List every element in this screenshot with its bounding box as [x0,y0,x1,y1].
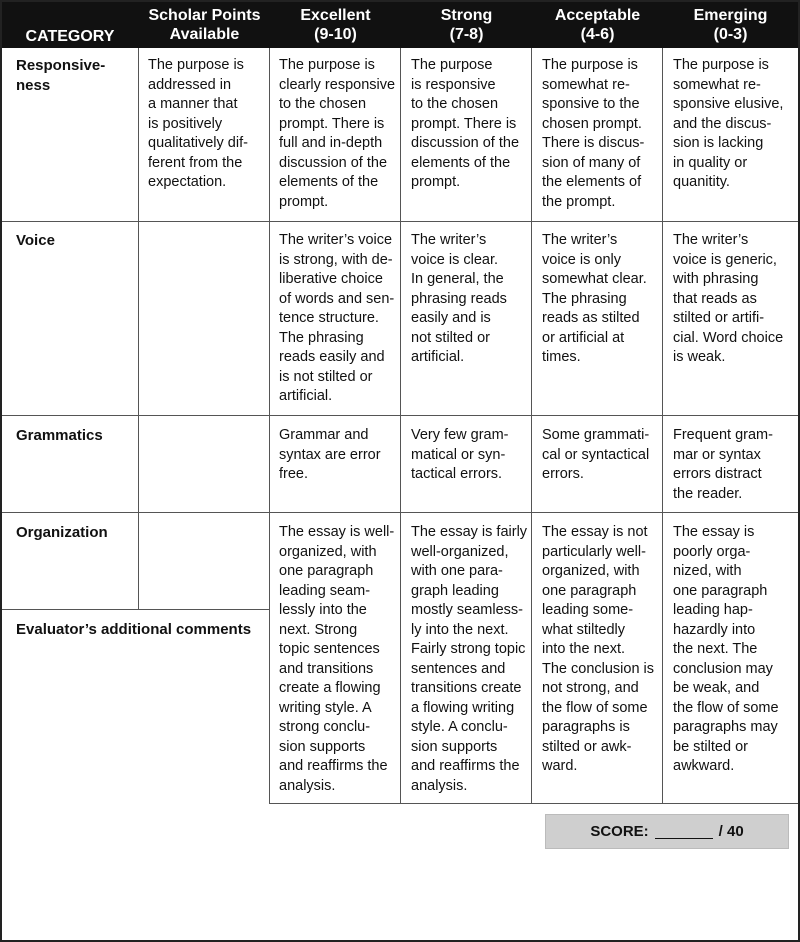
text-line: Frequent gram- [673,427,773,443]
text-line: ward. [542,758,578,774]
text-line: sentences and [411,660,506,677]
text-line: elements of the [279,174,379,190]
text-line: Grammatics [16,427,103,444]
text-line: and reaffirms the [411,758,520,774]
text-line: easily and is [411,310,491,326]
header-emerging-line1: Emerging [693,7,768,24]
text-line: paragraphs is [542,719,630,735]
text-line: voice is clear. [411,251,499,268]
text-line: style. A conclu- [411,719,508,735]
text-line: particularly well- [542,543,646,560]
text-line: artificial. [411,349,465,365]
text-line: transitions create [411,680,522,696]
text-line: Very few gram- [411,427,509,443]
text-line: The essay is [673,524,755,540]
text-line: leading hap- [673,602,753,618]
text-line: topic sentences [279,641,380,657]
text-line: is positively [148,115,223,132]
text-line: one paragraph [542,582,637,599]
text-line: expectation. [148,174,227,190]
text-line: the flow of some [673,699,779,716]
text-line: The phrasing [542,290,627,307]
text-line: reads as stilted [542,310,640,326]
text-line: cial. Word choice [673,329,784,346]
text-line: one paragraph [279,563,374,579]
header-category-label: CATEGORY [25,28,115,45]
row-organization-emerging [673,523,797,777]
text-line: sponsive to the [542,96,640,112]
text-line: of words and sen- [279,290,395,307]
text-line: errors distract [673,466,762,482]
text-line: the next. The [673,641,758,657]
text-line: well-organized, [411,543,509,560]
text-line: addressed in [148,76,232,93]
grid-hline-comments [2,609,269,610]
text-line: prompt. There is [279,115,385,132]
header-emerging-line2: (0-3) [713,26,748,43]
text-line: analysis. [279,777,336,794]
text-line: mar or syntax [673,446,761,463]
text-line: tence structure. [279,310,379,326]
text-line: The essay is fairly [411,524,528,540]
text-line: The phrasing [279,329,364,346]
text-line: phrasing reads [411,290,507,307]
text-line: in quality or [673,154,748,171]
row-responsiveness-points [148,56,268,193]
text-line: In general, the [411,271,504,287]
text-line: leading some- [542,602,634,618]
text-line: ferent from the [148,154,243,171]
text-line: paragraphs may [673,719,778,735]
text-line: mostly seamless- [411,602,523,618]
text-line: stilted or awk- [542,738,632,755]
row-grammatics-category [16,426,134,446]
header-points-line2: Available [169,26,240,43]
text-line: sion supports [279,738,366,755]
text-line: somewhat re- [542,76,630,93]
text-line: ly into the next. [411,621,509,638]
text-line: sion is lacking [673,135,764,151]
text-line: The writer’s [542,232,618,248]
grid-vline-excellent [269,48,270,804]
text-line: somewhat clear. [542,271,647,287]
text-line: stilted or artifi- [673,310,765,326]
text-line: with one para- [411,563,503,579]
text-line: analysis. [411,777,468,794]
text-line: The writer’s [673,232,749,248]
header-points [139,2,270,48]
grid-hline-3 [2,512,798,513]
text-line: errors. [542,466,584,482]
text-line: artificial. [279,388,333,404]
row-voice-emerging [673,231,797,368]
text-line: The essay is well- [279,524,395,540]
text-line: or artificial at [542,329,625,346]
text-line: sponsive elusive, [673,96,784,112]
text-line: strong conclu- [279,719,371,735]
text-line: lessly into the [279,602,367,618]
text-line: into the next. [542,641,626,657]
text-line: qualitatively dif- [148,135,248,151]
text-line: voice is generic, [673,251,777,268]
text-line: tactical errors. [411,466,503,482]
header-points-line1: Scholar Points [148,7,261,24]
text-line: not stilted or [411,329,490,346]
text-line: Fairly strong topic [411,641,526,657]
text-line: to the chosen [411,96,499,112]
row-responsiveness-acceptable [542,56,662,212]
text-line: liberative choice [279,271,383,287]
text-line: times. [542,349,581,365]
row-voice-acceptable [542,231,662,368]
text-line: free. [279,466,309,482]
text-line: nized, with [673,563,742,579]
text-line: reads easily and [279,349,385,365]
text-line: the prompt. [542,193,616,210]
text-line: discussion of the [279,154,388,171]
text-line: chosen prompt. [542,115,642,132]
row-organization-category [16,523,134,543]
text-line: poorly orga- [673,543,751,560]
text-line: ness [16,76,51,94]
grid-vline-points [138,48,139,610]
header-excellent [270,2,401,48]
evaluator-comments-label: Evaluator’s additional comments [16,621,252,638]
text-line: is strong, with de- [279,251,393,268]
row-voice-category [16,231,134,251]
text-line: be weak, and [673,680,760,696]
text-line: is weak. [673,349,726,365]
text-line: matical or syn- [411,446,506,463]
text-line: prompt. [279,193,329,210]
row-responsiveness-excellent [279,56,399,212]
text-line: conclusion may [673,660,773,677]
text-line: Responsive- [16,57,106,74]
score-entry-line[interactable] [655,824,713,839]
row-grammatics-emerging [673,426,797,504]
text-line: awkward. [673,758,735,774]
text-line: The writer’s [411,232,487,248]
text-line: The writer’s voice [279,232,393,248]
header-strong-line1: Strong [440,7,493,24]
row-grammatics-excellent [279,426,399,485]
text-line: clearly responsive [279,76,396,93]
row-organization-acceptable [542,523,662,777]
score-box [545,814,789,849]
text-line: writing style. A [279,699,372,716]
text-line: prompt. There is [411,115,517,132]
text-line: create a flowing [279,680,381,696]
text-line: a flowing writing [411,699,515,716]
header-excellent-line2: (9-10) [314,26,357,43]
text-line: voice is only [542,251,621,268]
header-excellent-line1: Excellent [300,7,371,24]
header-acceptable-line1: Acceptable [554,7,641,24]
text-line: is not stilted or [279,368,373,385]
text-line: cal or syntactical [542,446,650,463]
text-line: Organization [16,524,108,541]
row-grammatics-strong [411,426,531,485]
text-line: The purpose [411,57,493,73]
header-emerging [663,2,798,48]
row-voice-excellent [279,231,399,407]
row-responsiveness-emerging [673,56,797,193]
text-line: Grammar and [279,427,369,443]
text-line: and reaffirms the [279,758,388,774]
text-line: what stiltedly [542,621,626,638]
text-line: quanitity. [673,174,730,190]
grid-vline-acceptable [531,48,532,804]
text-line: Some grammati- [542,427,650,443]
row-organization-excellent [279,523,399,796]
text-line: Voice [16,232,55,249]
text-line: be stilted or [673,738,748,755]
text-line: one paragraph [673,582,768,599]
header-category [2,2,138,48]
text-line: that reads as [673,290,757,307]
text-line: the elements of [542,174,642,190]
text-line: is responsive [411,76,496,93]
text-line: The essay is not [542,524,648,540]
text-line: leading seam- [279,582,371,599]
text-line: organized, with [279,543,377,560]
text-line: with phrasing [673,271,759,287]
text-line: syntax are error [279,446,381,463]
score-total: / 40 [718,823,744,840]
text-line: not strong, and [542,680,639,696]
text-line: The conclusion is [542,660,655,677]
text-line: graph leading [411,582,499,599]
grid-hline-bottom [269,803,798,804]
header-acceptable [532,2,663,48]
text-line: the reader. [673,485,743,502]
grid-vline-emerging [662,48,663,804]
text-line: to the chosen [279,96,367,112]
text-line: organized, with [542,563,640,579]
text-line: sion supports [411,738,498,755]
text-line: hazardly into [673,621,756,638]
text-line: a manner that [148,96,238,112]
text-line: somewhat re- [673,76,761,93]
text-line: The purpose is [673,57,769,73]
header-strong [401,2,532,48]
row-voice-strong [411,231,531,368]
text-line: The purpose is [279,57,375,73]
grid-hline-1 [2,221,798,222]
text-line: and transitions [279,660,374,677]
grid-vline-strong [400,48,401,804]
row-responsiveness-strong [411,56,531,193]
text-line: There is discus- [542,135,645,151]
text-line: prompt. [411,174,461,190]
text-line: The purpose is [542,57,638,73]
row-grammatics-acceptable [542,426,662,485]
text-line: and the discus- [673,115,772,132]
rubric-header [2,2,798,48]
text-line: the flow of some [542,699,648,716]
text-line: elements of the [411,154,511,171]
row-responsiveness-category [16,56,134,95]
text-line: next. Strong [279,621,358,638]
text-line: discussion of the [411,135,520,151]
row-organization-strong [411,523,531,796]
text-line: full and in-depth [279,135,383,151]
score-label: SCORE: [590,823,649,840]
text-line: The purpose is [148,57,244,73]
text-line: sion of many of [542,154,641,171]
header-strong-line2: (7-8) [449,26,484,43]
grid-hline-2 [2,415,798,416]
header-acceptable-line2: (4-6) [580,26,615,43]
